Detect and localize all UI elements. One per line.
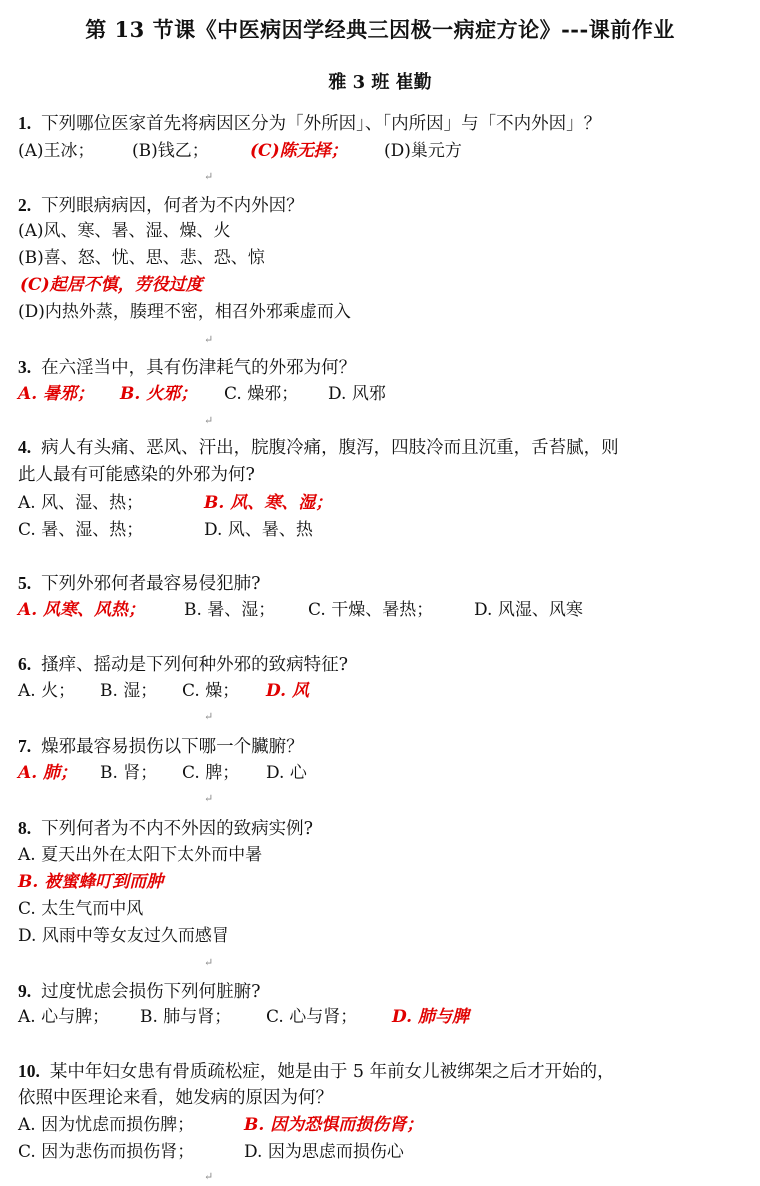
question-number: 6. [18, 654, 32, 674]
question-number: 8. [18, 818, 32, 838]
paragraph-mark: ↵ [204, 170, 214, 183]
paragraph-mark: ↵ [204, 333, 214, 346]
paragraph-mark: ↵ [204, 792, 214, 805]
question-number: 5. [18, 573, 32, 593]
q4-option-c: C. 暑、湿、热； [18, 520, 144, 540]
q10-option-c: C. 因为悲伤而损伤肾； [18, 1142, 195, 1162]
question-9 [18, 978, 261, 1005]
q2-option-a: (A)风、寒、暑、湿、燥、火 [18, 221, 231, 241]
q2-option-c-answer: (C)起居不慎，劳役过度 [20, 275, 203, 295]
question-4-line-2: 此人最有可能感染的外邪为何? [18, 465, 255, 485]
question-text-line-1: 病人有头痛、恶风、汗出，脘腹冷痛，腹泻，四肢冷而且沉重，舌苔腻，则 [41, 438, 619, 458]
q6-option-c: C. 燥； [182, 681, 240, 701]
question-number: 7. [18, 736, 32, 756]
paragraph-mark: ↵ [204, 956, 214, 969]
question-8 [18, 815, 313, 842]
question-text: 下列何者为不内不外因的致病实例? [41, 819, 314, 839]
q6-option-b: B. 湿； [100, 681, 158, 701]
question-text-line-1: 某中年妇女患有骨质疏松症，她是由于 5 年前女儿被绑架之后才开始的， [49, 1062, 615, 1082]
q9-option-a: A. 心与脾； [18, 1007, 110, 1027]
paragraph-mark: ↵ [204, 414, 214, 427]
question-text: 下列哪位医家首先将病因区分为「外所因」、「内所因」与「不内外因」？ [41, 114, 602, 134]
question-10 [18, 1058, 615, 1085]
q7-option-a-answer: A. 肺； [18, 763, 78, 783]
q10-option-b-answer: B. 因为恐惧而损伤肾； [244, 1115, 424, 1135]
paragraph-mark: ↵ [204, 1170, 214, 1183]
q7-option-c: C. 脾； [182, 763, 240, 783]
question-6 [18, 651, 348, 678]
question-5 [18, 570, 261, 597]
q2-option-b: (B)喜、怒、忧、思、悲、恐、惊 [18, 248, 265, 268]
q3-option-a-answer: A. 暑邪； [18, 384, 95, 404]
question-2 [18, 192, 304, 219]
question-text: 搔痒、摇动是下列何种外邪的致病特征? [41, 655, 349, 675]
question-text: 过度忧虑会损伤下列何脏腑? [41, 982, 261, 1002]
question-text: 在六淫当中，具有伤津耗气的外邪为何？ [41, 358, 357, 378]
question-7 [18, 733, 304, 760]
q8-option-b-answer: B. 被蜜蜂叮到而肿 [18, 872, 164, 892]
question-number: 4. [18, 437, 32, 457]
q9-option-c: C. 心与肾； [266, 1007, 358, 1027]
q7-option-d: D. 心 [266, 763, 307, 783]
q3-option-b-answer: B. 火邪； [120, 384, 198, 404]
q9-option-d-answer: D. 肺与脾 [392, 1007, 469, 1027]
question-3 [18, 354, 356, 381]
question-number: 9. [18, 981, 32, 1001]
question-number: 10. [18, 1061, 40, 1081]
question-number: 1. [18, 113, 32, 133]
paragraph-mark: ↵ [204, 710, 214, 723]
q5-option-d: D. 风湿、风寒 [474, 600, 583, 620]
q3-option-d: D. 风邪 [328, 384, 386, 404]
q5-option-b: B. 暑、湿； [184, 600, 276, 620]
class-student-name: 雅 3 班 崔勤 [328, 72, 432, 93]
question-10-line-2: 依照中医理论来看，她发病的原因为何？ [18, 1088, 333, 1108]
question-text: 燥邪最容易损伤以下哪一个臟腑？ [41, 737, 304, 757]
question-number: 2. [18, 195, 32, 215]
q2-option-d: (D)内热外蒸，腠理不密，相召外邪乘虚而入 [18, 302, 351, 322]
q8-option-d: D. 风雨中等女友过久而感冒 [18, 926, 229, 946]
q8-option-c: C. 太生气而中风 [18, 899, 144, 919]
q9-option-b: B. 肺与肾； [140, 1007, 232, 1027]
question-number: 3. [18, 357, 32, 377]
q10-option-d: D. 因为思虑而损伤心 [244, 1142, 404, 1162]
q6-option-a: A. 火； [18, 681, 76, 701]
question-text: 下列眼病病因，何者为不内外因？ [41, 196, 304, 216]
question-4 [18, 434, 619, 461]
q5-option-c: C. 干燥、暑热； [308, 600, 434, 620]
q6-option-d-answer: D. 风 [266, 681, 309, 701]
q7-option-b: B. 肾； [100, 763, 158, 783]
q8-option-a: A. 夏天出外在太阳下太外而中暑 [18, 845, 263, 865]
q1-option-b: (B)钱乙； [132, 141, 209, 161]
q1-option-a: (A)王冰； [18, 141, 95, 161]
q1-option-c-answer: (C)陈无择； [250, 141, 348, 161]
q3-option-c: C. 燥邪； [224, 384, 299, 404]
page-title: 第 13 节课《中医病因学经典三因极一病症方论》---课前作业 [85, 17, 675, 42]
q5-option-a-answer: A. 风寒、风热； [18, 600, 146, 620]
q4-option-b-answer: B. 风、寒、湿； [204, 493, 333, 513]
question-1 [18, 110, 601, 137]
q4-option-d: D. 风、暑、热 [204, 520, 313, 540]
q1-option-d: (D)巢元方 [384, 141, 462, 161]
q10-option-a: A. 因为忧虑而损伤脾； [18, 1115, 195, 1135]
question-text: 下列外邪何者最容易侵犯肺? [41, 574, 261, 594]
q4-option-a: A. 风、湿、热； [18, 493, 144, 513]
